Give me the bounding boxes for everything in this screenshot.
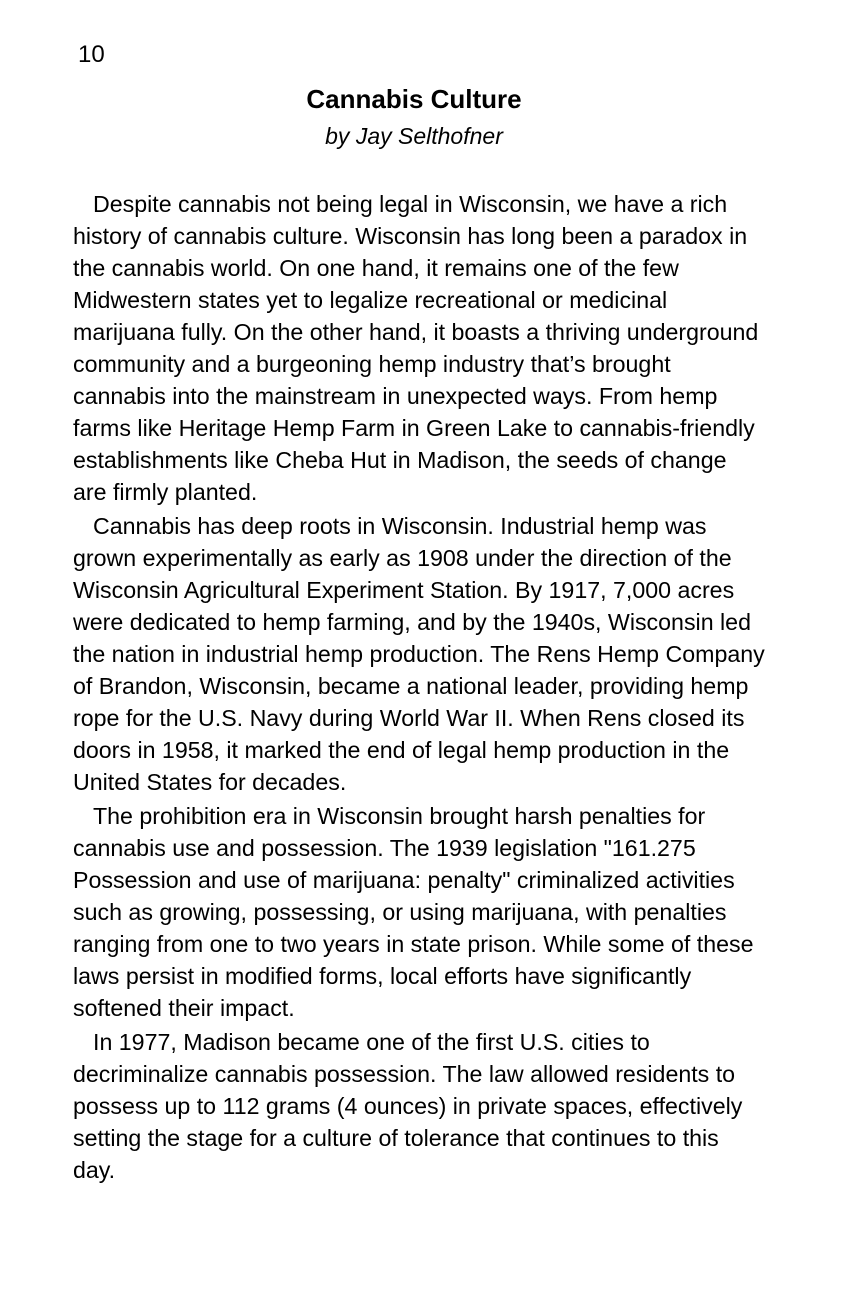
page-number: 10 — [78, 41, 105, 68]
paragraph-1: Despite cannabis not being legal in Wisconsin, we have a rich history of cannabis culture. Wisconsin has long been a paradox in the cannabis world. On one hand, it remains one of the few Midwestern states yet to legalize recreational or medicinal marijuana fully. On the other hand, it boasts a thriving underground community and a burgeoning hemp industry that’s brought cannabis into the mainstream in unexpected ways. From hemp farms like Heritage Hemp Farm in Green Lake to cannabis-friendly establishments like Cheba Hut in Madison, the seeds of change are firmly planted. — [73, 191, 759, 505]
paragraph-4: In 1977, Madison became one of the first U.S. cities to decriminalize cannabis possession. The law allowed residents to possess up to 112 grams (4 ounces) in private spaces, effectively setting the stage for a culture of tolerance that continues to this day. — [73, 1029, 743, 1183]
article-byline: by Jay Selthofner — [325, 123, 503, 149]
paragraph-2: Cannabis has deep roots in Wisconsin. Industrial hemp was grown experimentally as early as 1908 under the direction of the Wisconsin Agricultural Experiment Station. By 1917, 7,000 acres were dedicated to hemp farming, and by the 1940s, Wisconsin led the nation in industrial hemp production. The Rens Hemp Company of Brandon, Wisconsin, became a national leader, providing hemp rope for the U.S. Navy during World War II. When Rens closed its doors in 1958, it marked the end of legal hemp production in the United States for decades. — [73, 513, 765, 795]
paragraph-3: The prohibition era in Wisconsin brought harsh penalties for cannabis use and possession. The 1939 legislation "161.275 Possession and use of marijuana: penalty" criminalized activities such as growing, possessing, or using marijuana, with penalties ranging from one to two years in state prison. While some of these laws persist in modified forms, local efforts have significantly softened their impact. — [73, 803, 754, 1021]
article-body — [73, 188, 765, 1188]
article-title: Cannabis Culture — [306, 84, 522, 114]
